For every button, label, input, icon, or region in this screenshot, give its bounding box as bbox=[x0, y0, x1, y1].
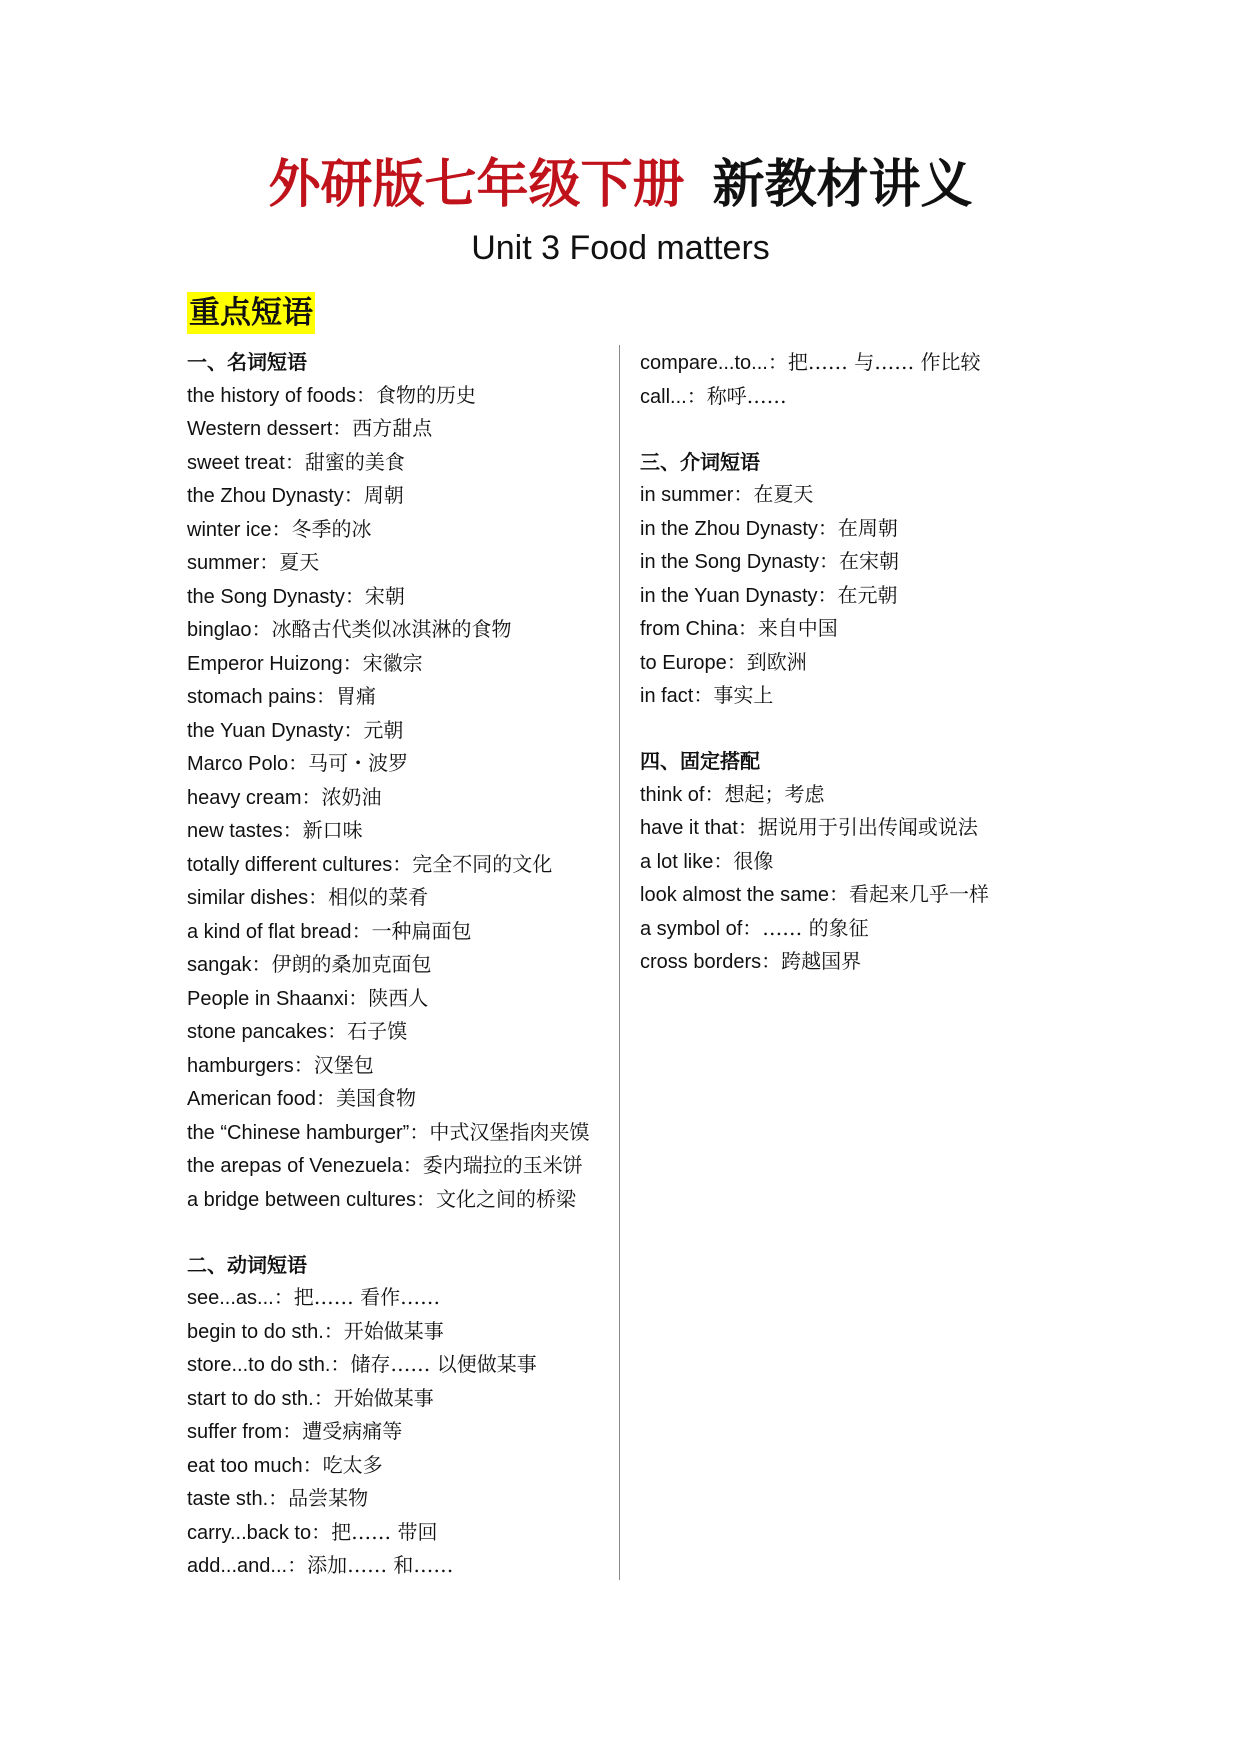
unit-subtitle: Unit 3 Food matters bbox=[471, 229, 770, 267]
phrase-entry: compare...to...：把…… 与…… 作比较 bbox=[640, 350, 981, 374]
phrase-entry: stone pancakes：石子馍 bbox=[187, 1019, 408, 1043]
phrase-entry: store...to do sth.：储存…… 以便做某事 bbox=[187, 1352, 537, 1376]
phrase-entry: look almost the same：看起来几乎一样 bbox=[640, 882, 989, 906]
phrase-entry: call...：称呼…… bbox=[640, 383, 787, 408]
left-column bbox=[187, 346, 607, 1583]
section-title-highlight: 重点短语 bbox=[187, 292, 315, 334]
phrase-entry: a lot like：很像 bbox=[640, 848, 774, 873]
group-heading-fixed-collocations: 四、固定搭配 bbox=[640, 749, 760, 773]
phrase-entry: summer：夏天 bbox=[187, 550, 320, 574]
phrase-entry: the history of foods：食物的历史 bbox=[187, 382, 476, 407]
page-title-black: 新教材讲义 bbox=[712, 154, 973, 215]
group-heading-verb-phrases: 二、动词短语 bbox=[187, 1252, 307, 1277]
page-title-red: 外研版七年级下册 bbox=[268, 154, 685, 215]
group-heading-noun-phrases: 一、名词短语 bbox=[187, 350, 307, 374]
phrase-entry: stomach pains：胃痛 bbox=[187, 684, 376, 708]
phrase-entry: the arepas of Venezuela：委内瑞拉的玉米饼 bbox=[187, 1153, 583, 1177]
phrase-entry: carry...back to：把…… 带回 bbox=[187, 1519, 438, 1544]
phrase-entry: sweet treat：甜蜜的美食 bbox=[187, 449, 405, 474]
phrase-entry: in summer：在夏天 bbox=[640, 482, 814, 506]
column-divider bbox=[619, 345, 620, 1580]
phrase-entry: from China：来自中国 bbox=[640, 616, 838, 640]
phrase-entry: in fact：事实上 bbox=[640, 683, 774, 707]
phrase-entry: a bridge between cultures：文化之间的桥梁 bbox=[187, 1186, 577, 1211]
phrase-entry: add...and...：添加…… 和…… bbox=[187, 1553, 454, 1577]
phrase-entry: think of：想起；考虑 bbox=[640, 781, 825, 806]
group-heading-prepositional-phrases: 三、介词短语 bbox=[640, 449, 760, 474]
phrase-entry: a kind of flat bread：一种扁面包 bbox=[187, 918, 472, 943]
phrase-entry: People in Shaanxi：陕西人 bbox=[187, 985, 429, 1010]
phrase-entry: eat too much：吃太多 bbox=[187, 1452, 383, 1477]
spacer bbox=[640, 413, 1060, 446]
phrase-entry: Western dessert：西方甜点 bbox=[187, 416, 433, 440]
phrase-entry: begin to do sth.：开始做某事 bbox=[187, 1318, 444, 1343]
phrase-entry: in the Song Dynasty：在宋朝 bbox=[640, 549, 899, 573]
spacer bbox=[640, 713, 1060, 746]
phrase-entry: binglao：冰酪古代类似冰淇淋的食物 bbox=[187, 617, 512, 641]
page-title bbox=[0, 152, 1241, 218]
phrase-entry: have it that：据说用于引出传闻或说法 bbox=[640, 815, 978, 839]
phrase-entry: hamburgers：汉堡包 bbox=[187, 1052, 374, 1077]
phrase-entry: cross borders：跨越国界 bbox=[640, 949, 862, 973]
phrase-entry: Emperor Huizong：宋徽宗 bbox=[187, 650, 423, 675]
phrase-entry: the Song Dynasty：宋朝 bbox=[187, 583, 405, 608]
phrase-entry: in the Zhou Dynasty：在周朝 bbox=[640, 515, 898, 540]
phrase-entry: American food：美国食物 bbox=[187, 1086, 416, 1110]
phrase-entry: start to do sth.：开始做某事 bbox=[187, 1385, 434, 1410]
right-column bbox=[640, 346, 1060, 979]
phrase-entry: similar dishes：相似的菜肴 bbox=[187, 885, 429, 909]
phrase-entry: suffer from：遭受病痛等 bbox=[187, 1419, 403, 1443]
phrase-entry: Marco Polo：马可・波罗 bbox=[187, 751, 409, 775]
phrase-entry: a symbol of：…… 的象征 bbox=[640, 915, 869, 940]
phrase-entry: taste sth.：品尝某物 bbox=[187, 1486, 369, 1510]
phrase-entry: totally different cultures：完全不同的文化 bbox=[187, 851, 553, 876]
phrase-entry: the Zhou Dynasty：周朝 bbox=[187, 483, 404, 507]
phrase-entry: heavy cream：浓奶油 bbox=[187, 784, 382, 809]
phrase-entry: the Yuan Dynasty：元朝 bbox=[187, 717, 404, 742]
phrase-entry: winter ice：冬季的冰 bbox=[187, 516, 372, 541]
phrase-entry: in the Yuan Dynasty：在元朝 bbox=[640, 582, 898, 607]
phrase-entry: new tastes：新口味 bbox=[187, 818, 363, 842]
phrase-entry: to Europe：到欧洲 bbox=[640, 649, 807, 674]
phrase-entry: see...as...：把…… 看作…… bbox=[187, 1285, 441, 1309]
phrase-entry: the “Chinese hamburger”：中式汉堡指肉夹馍 bbox=[187, 1119, 590, 1144]
phrase-entry: sangak：伊朗的桑加克面包 bbox=[187, 952, 432, 976]
spacer bbox=[187, 1216, 607, 1249]
